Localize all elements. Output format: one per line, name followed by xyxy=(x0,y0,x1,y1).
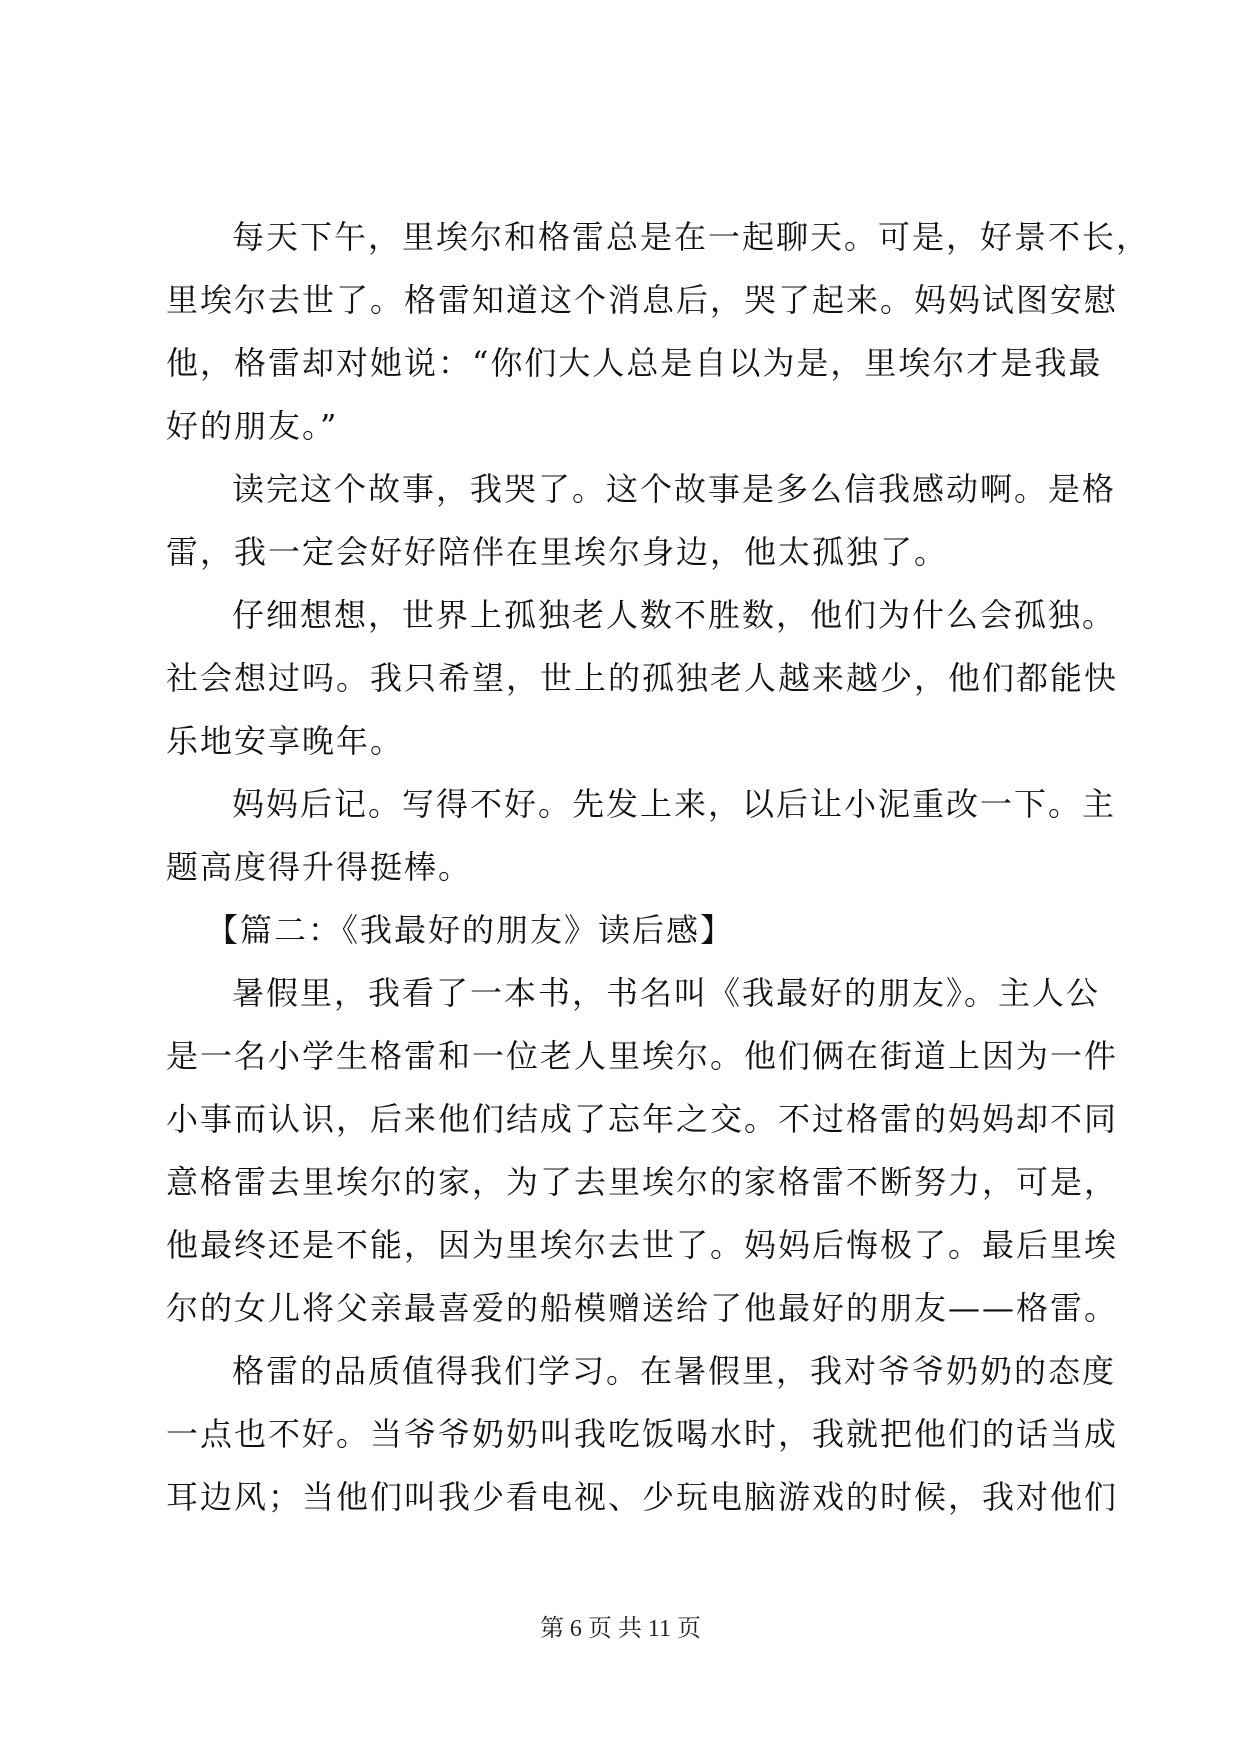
text-line: 乐地安享晚年。 xyxy=(166,722,405,760)
text-line: 社会想过吗。我只希望，世上的孤独老人越来越少，他们都能快 xyxy=(166,659,1119,697)
text-line: 雷，我一定会好好陪伴在里埃尔身边，他太孤独了。 xyxy=(166,533,949,571)
text-line: 题高度得升得挺棒。 xyxy=(166,848,473,886)
text-line: 耳边风；当他们叫我少看电视、少玩电脑游戏的时候，我对他们 xyxy=(166,1478,1119,1516)
text-line: 格雷的品质值得我们学习。在暑假里，我对爷爷奶奶的态度 xyxy=(232,1352,1117,1390)
text-line: 他，格雷却对她说：“你们大人总是自以为是，里埃尔才是我最 xyxy=(166,344,1103,382)
text-line: 妈妈后记。写得不好。先发上来，以后让小泥重改一下。主 xyxy=(232,785,1117,823)
section-heading: 【篇二：《我最好的朋友》读后感】 xyxy=(206,911,735,949)
text-line: 一点也不好。当爷爷奶奶叫我吃饭喝水时，我就把他们的话当成 xyxy=(166,1415,1119,1453)
page-number-footer: 第 6 页 共 11 页 xyxy=(539,1616,702,1642)
text-line: 小事而认识，后来他们结成了忘年之交。不过格雷的妈妈却不同 xyxy=(166,1100,1119,1138)
document-body xyxy=(166,206,1151,1529)
text-line: 暑假里，我看了一本书，书名叫《我最好的朋友》。主人公 xyxy=(232,974,1101,1012)
text-line: 好的朋友。” xyxy=(166,407,339,445)
text-line: 里埃尔去世了。格雷知道这个消息后，哭了起来。妈妈试图安慰 xyxy=(166,281,1119,319)
text-line: 仔细想想，世界上孤独老人数不胜数，他们为什么会孤独。 xyxy=(232,596,1117,634)
text-line: 每天下午，里埃尔和格雷总是在一起聊天。可是，好景不长， xyxy=(232,218,1151,256)
text-line: 尔的女儿将父亲最喜爱的船模赠送给了他最好的朋友——格雷。 xyxy=(166,1289,1119,1327)
text-line: 意格雷去里埃尔的家，为了去里埃尔的家格雷不断努力，可是， xyxy=(166,1163,1119,1201)
text-line: 他最终还是不能，因为里埃尔去世了。妈妈后悔极了。最后里埃 xyxy=(166,1226,1119,1264)
text-line: 读完这个故事，我哭了。这个故事是多么信我感动啊。是格 xyxy=(232,470,1117,508)
text-line: 是一名小学生格雷和一位老人里埃尔。他们俩在街道上因为一件 xyxy=(166,1037,1119,1075)
